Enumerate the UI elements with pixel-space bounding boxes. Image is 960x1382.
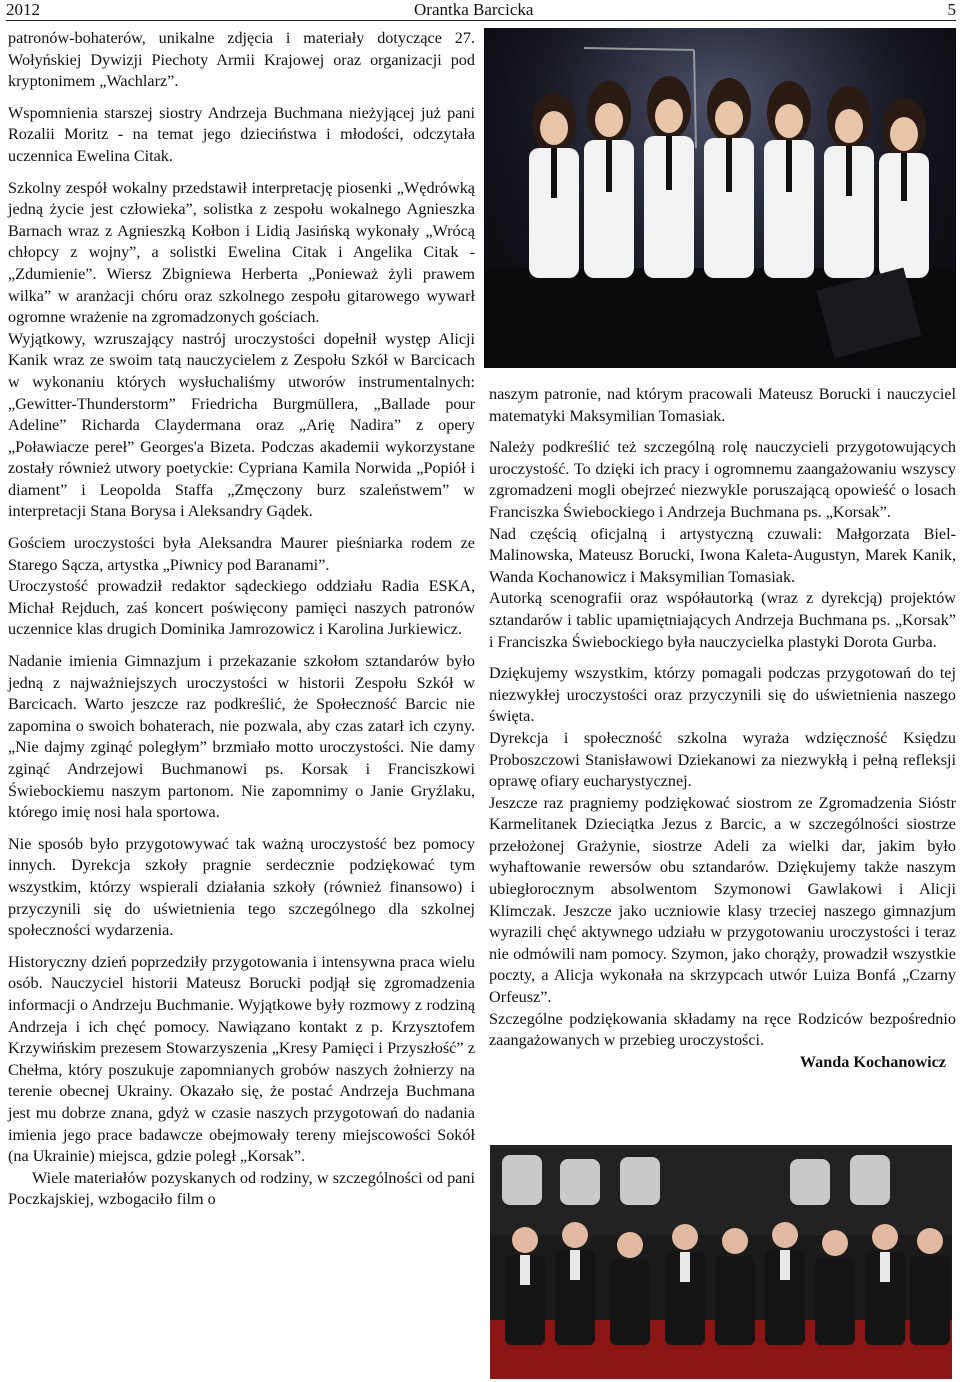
header-title: Orantka Barcicka xyxy=(414,0,534,19)
paragraph: Uroczystość prowadził redaktor sądeckiego oddziału Radia ESKA, Michał Rejduch, zaś koncert poświęcony pamięci naszych patronów uczennice klas drugich Dominika Jamrozowicz i Karolina Jurkiewicz. xyxy=(8,577,475,639)
paragraph: Nad częścią oficjalną i artystyczną czuwali: Małgorzata Biel-Malinowska, Mateusz Borucki, Iwona Kaleta-Augustyn, Marek Kanik, Wanda Kochanowicz i Maksymilian Tomasiak. xyxy=(489,524,956,586)
author-signature: Wanda Kochanowicz xyxy=(799,1052,946,1071)
paragraph: naszym patronie, nad którym pracowali Mateusz Borucki i nauczyciel matematyki Maksymilian Tomasiak. xyxy=(489,385,956,425)
paragraph: Nie sposób było przygotowywać tak ważną uroczystość bez pomocy innych. Dyrekcja szkoły pragnie serdecznie podziękować tym wszystkim, którzy wspierali działania szkoły (również finansowo) i przyczynili się do uświetnienia tego szczególnego dla szkolnej społeczności wydarzenia. xyxy=(8,834,475,940)
left-text-column xyxy=(8,28,475,1211)
paragraph: Nadanie imienia Gimnazjum i przekazanie szkołom sztandarów było jedną z najważniejszych uroczystości w historii Zespołu Szkół w Barcicach. Warto jeszcze raz podkreślić, że Społeczność Barcic nie zapomina o swoich bohaterach, nie pozwala, aby czas zatarł ich czyny. „Nie dajmy zginąć poległym” brzmiało motto uroczystości. Nie damy zginąć Andrzejowi Buchmanowi ps. Korsak i Franciszkowi Świebockiemu naszym partonom. Nie zapomnimy o Janie Gryźlaku, którego imię nosi hala sportowa. xyxy=(8,652,475,822)
paragraph: Dyrekcja i społeczność szkolna wyraża wdzięczność Księdzu Proboszczowi Stanisławowi Dziekanowi za niezwykłą i pełną refleksji oprawę ofiary eucharystycznej. xyxy=(489,728,956,791)
choir-photo xyxy=(484,28,956,368)
paragraph: Wiele materiałów pozyskanych od rodziny, w szczególności od pani Poczkajskiej, wzbogaciło film o xyxy=(8,1168,475,1209)
right-text-column xyxy=(489,384,956,1073)
paragraph: Historyczny dzień poprzedziły przygotowania i intensywna praca wielu osób. Nauczyciel historii Mateusz Borucki podjął się zgromadzenia informacji o Andrzeju Buchmanie. Wyjątkowe były rozmowy z rodziną Andrzeja i ich chęć pomocy. Nawiązano kontakt z p. Krzysztofem Krzywińskim prezesem Stowarzyszenia „Kresy Pamięci i Przyszłość” z Chełma, który poszukuje zapomnianych grobów naszych żołnierzy na terenie obecnej Ukrainy. Okazało się, że postać Andrzeja Buchmana jest mu dobrze znana, gdyż w czasie naszych przygotowań do nadania imienia jego prace badawcze obejmowały tereny miejscowości Sokół (na Ukrainie) miejsca, gdzie poległ „Korsak”. xyxy=(8,952,475,1166)
paragraph: Jeszcze raz pragniemy podziękować siostrom ze Zgromadzenia Sióstr Karmelitanek Dzieciątka Jezus z Barcic, a w szczególności siostrze przełożonej Grażynie, siostrze Adeli za wielki dar, jakim było wyhaftowanie rewersów obu sztandarów. Dziękujemy także naszym ubiegłorocznym absolwentom Szymonowi Gawlakowi i Alicji Klimczak. Jeszcze jako uczniowie klasy trzeciej naszego gimnazjum wyrazili chęć aktywnego udziału w przygotowaniu uroczystości i teraz nie odmówili nam pomocy. Szymon, jako chorąży, prowadził wszystkie poczty, a Alicja wykonała na skrzypcach utwór Luiza Bonfá „Czarny Orfeusz”. xyxy=(489,793,956,1007)
paragraph: Gościem uroczystości była Aleksandra Maurer pieśniarka rodem ze Starego Sącza, artystka „Piwnicy pod Baranami”. xyxy=(8,534,475,574)
guests-illustration xyxy=(490,1145,952,1379)
header-page-number: 5 xyxy=(947,0,956,19)
choir-illustration xyxy=(484,28,956,368)
header-year: 2012 xyxy=(6,0,40,19)
paragraph: Wspomnienia starszej siostry Andrzeja Buchmana nieżyjącej już pani Rozalii Moritz - na temat jego dzieciństwa i młodości, odczytała uczennica Ewelina Citak. xyxy=(8,103,475,165)
paragraph: Autorką scenografii oraz współautorką (wraz z dyrekcją) projektów sztandarów i tablic upamiętniających Andrzeja Buchmana ps. „Korsak” i Franciszka Świebockiego była nauczycielka plastyki Dorota Gurba. xyxy=(489,589,956,651)
paragraph: patronów-bohaterów, unikalne zdjęcia i materiały dotyczące 27. Wołyńskiej Dywizji Piechoty Armii Krajowej oraz organizacji pod kryptonimem „Wachlarz”. xyxy=(8,29,475,91)
paragraph: Dziękujemy wszystkim, którzy pomagali podczas przygotowań do tej niezwykłej uroczystości oraz przyczynili się do uświetnienia naszego święta. xyxy=(489,664,956,726)
guests-photo xyxy=(490,1145,952,1379)
paragraph: Wyjątkowy, wzruszający nastrój uroczystości dopełnił występ Alicji Kanik wraz ze swoim tatą nauczycielem z Zespołu Szkół w Barcicach w wykonaniu których wysłuchaliśmy utworów instrumentalnych: „Gewitter-Thunderstorm” Friedricha Burgmüllera, „Ballade pour Adeline” Richarda Claydermana oraz „Arię Nadira” z opery „Poławiacze pereł” Georges'a Bizeta. Podczas akademii wykorzystane zostały również utwory poetyckie: Cypriana Kamila Norwida „Popiół i diament” i Leopolda Staffa „Zmęczony burz szaleństwem” w interpretacji Stana Borysa i Aleksandry Gądek. xyxy=(8,329,475,521)
paragraph: Szczególne podziękowania składamy na ręce Rodziców bezpośrednio zaangażowanych w przebieg uroczystości. xyxy=(489,1009,956,1050)
paragraph: Należy podkreślić też szczególną rolę nauczycieli przygotowujących uroczystość. To dzięki ich pracy i ogromnemu zaangażowaniu wszyscy zgromadzeni mogli obejrzeć niezwykle poruszającą opowieść o losach Franciszka Świebockiego i Andrzeja Buchmana ps. „Korsak”. xyxy=(489,438,956,521)
page-header xyxy=(6,0,956,21)
paragraph: Szkolny zespół wokalny przedstawił interpretację piosenki „Wędrówką jedną życie jest człowieka”, solistka z zespołu wokalnego Agnieszka Barnach wraz z Agnieszką Kołbon i Lidią Jasińską wykonały „Wrócą chłopcy z wojny”, a solistki Ewelina Citak i Angelika Citak - „Zdumienie”. Wiersz Zbigniewa Herberta „Ponieważ żyli prawem wilka” w aranżacji chóru oraz szkolnego zespołu gitarowego wywarł ogromne wrażenie na zgromadzonych gościach. xyxy=(8,178,475,327)
